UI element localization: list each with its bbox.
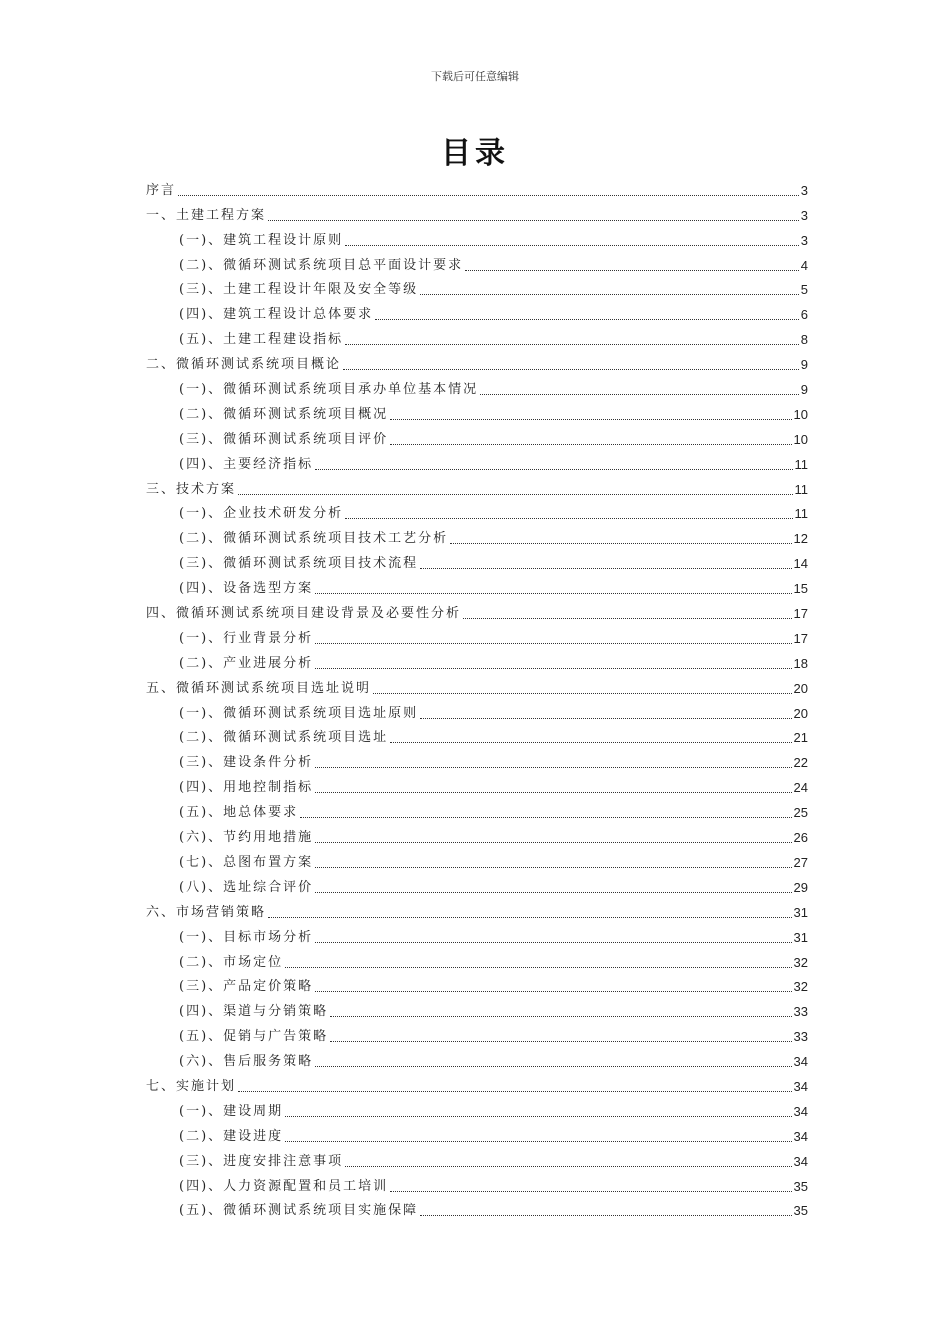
toc-entry-label: (四)、渠道与分销策略 [179,1004,329,1020]
toc-entry-page-number: 24 [793,780,808,796]
toc-entry[interactable] [146,896,808,921]
toc-entry-page-number: 3 [800,182,808,198]
toc-dot-leader [390,444,791,445]
toc-entry-label: (七)、总图布置方案 [179,854,314,870]
toc-entry-page-number: 34 [793,1103,808,1119]
toc-entry-page-number: 32 [793,954,808,970]
toc-dot-leader [463,618,792,619]
toc-entry-page-number: 20 [793,680,808,696]
toc-entry[interactable] [146,373,808,398]
toc-dot-leader [390,419,791,420]
toc-dot-leader [238,1091,792,1092]
toc-dot-leader [315,767,791,768]
toc-dot-leader [390,1191,791,1192]
toc-entry[interactable] [146,274,808,299]
toc-entry-label: (四)、设备选型方案 [179,581,314,597]
toc-entry-page-number: 34 [793,1054,808,1070]
toc-entry-page-number: 22 [793,755,808,771]
toc-entry-page-number: 27 [793,854,808,870]
toc-entry-page-number: 9 [800,357,808,373]
toc-dot-leader [373,693,792,694]
toc-entry-page-number: 26 [793,830,808,846]
toc-entry-label: (二)、微循环测试系统项目选址 [179,730,389,746]
toc-entry-label: (三)、微循环测试系统项目技术流程 [179,556,419,572]
toc-entry-page-number: 33 [793,1004,808,1020]
toc-entry-page-number: 35 [793,1178,808,1194]
toc-entry-page-number: 31 [793,904,808,920]
toc-entry[interactable] [146,722,808,747]
toc-dot-leader [420,718,791,719]
toc-entry-page-number: 20 [793,705,808,721]
toc-dot-leader [345,344,799,345]
toc-entry[interactable] [146,1195,808,1220]
toc-entry-page-number: 33 [793,1029,808,1045]
toc-entry-label: (三)、进度安排注意事项 [179,1153,344,1169]
toc-entry-label: (四)、人力资源配置和员工培训 [179,1178,389,1194]
toc-dot-leader [315,643,791,644]
toc-entry-label: (三)、微循环测试系统项目评价 [179,431,389,447]
toc-entry-page-number: 8 [800,332,808,348]
toc-entry-page-number: 34 [793,1128,808,1144]
toc-entry-page-number: 4 [800,257,808,273]
toc-entry-label: (二)、市场定位 [179,954,284,970]
toc-entry-label: (六)、节约用地措施 [179,830,314,846]
toc-entry-page-number: 3 [800,232,808,248]
toc-dot-leader [345,1166,791,1167]
toc-entry-page-number: 25 [793,805,808,821]
toc-entry-page-number: 11 [794,506,808,522]
toc-entry[interactable] [146,921,808,946]
toc-entry-label: (二)、微循环测试系统项目总平面设计要求 [179,257,464,273]
toc-entry[interactable] [146,1120,808,1145]
toc-entry-label: (一)、微循环测试系统项目承办单位基本情况 [179,382,479,398]
toc-entry-page-number: 14 [793,556,808,572]
toc-entry[interactable] [146,298,808,323]
toc-entry[interactable] [146,821,808,846]
toc-entry-page-number: 35 [793,1203,808,1219]
toc-entry[interactable] [146,423,808,448]
toc-entry[interactable] [146,572,808,597]
toc-entry-label: (五)、促销与广告策略 [179,1029,329,1045]
toc-entry-page-number: 10 [793,406,808,422]
toc-entry-label: (八)、选址综合评价 [179,879,314,895]
toc-entry[interactable] [146,323,808,348]
toc-dot-leader [390,742,791,743]
toc-entry-page-number: 17 [793,606,808,622]
toc-entry[interactable] [146,846,808,871]
toc-entry-label: (一)、目标市场分析 [179,929,314,945]
toc-entry-label: 二、微循环测试系统项目概论 [146,357,342,373]
toc-entry-label: (五)、地总体要求 [179,805,299,821]
header-note: 下载后可任意编辑 [431,70,519,83]
toc-entry-label: 三、技术方案 [146,481,237,497]
toc-dot-leader [315,892,791,893]
toc-dot-leader [330,1041,791,1042]
toc-entry-label: (五)、土建工程建设指标 [179,332,344,348]
toc-entry-label: (一)、微循环测试系统项目选址原则 [179,705,419,721]
toc-dot-leader [315,792,791,793]
toc-dot-leader [268,917,792,918]
toc-entry-label: 五、微循环测试系统项目选址说明 [146,680,372,696]
toc-entry[interactable] [146,1070,808,1095]
toc-dot-leader [420,568,791,569]
toc-entry-label: (六)、售后服务策略 [179,1054,314,1070]
toc-dot-leader [345,245,799,246]
toc-dot-leader [375,319,799,320]
toc-entry-label: (二)、产业进展分析 [179,655,314,671]
toc-entry[interactable] [146,746,808,771]
toc-entry-label: 一、土建工程方案 [146,207,267,223]
toc-entry-page-number: 18 [793,655,808,671]
toc-dot-leader [420,1215,791,1216]
toc-entry-page-number: 34 [793,1078,808,1094]
toc-entry-page-number: 3 [800,207,808,223]
toc-entry-page-number: 31 [793,929,808,945]
toc-entry[interactable] [146,1095,808,1120]
toc-entry-page-number: 32 [793,979,808,995]
toc-entry-page-number: 6 [800,307,808,323]
toc-dot-leader [343,369,799,370]
toc-entry[interactable] [146,522,808,547]
toc-entry[interactable] [146,597,808,622]
table-of-contents [146,174,808,1219]
toc-entry-label: 六、市场营销策略 [146,904,267,920]
toc-entry-page-number: 21 [793,730,808,746]
toc-dot-leader [285,1116,791,1117]
toc-entry-label: 七、实施计划 [146,1078,237,1094]
toc-entry-page-number: 9 [800,382,808,398]
toc-dot-leader [315,991,791,992]
toc-entry[interactable] [146,871,808,896]
toc-entry-label: (一)、企业技术研发分析 [179,506,344,522]
toc-entry-page-number: 15 [793,581,808,597]
toc-entry[interactable] [146,1045,808,1070]
toc-dot-leader [315,593,791,594]
toc-dot-leader [450,543,791,544]
toc-entry[interactable] [146,1170,808,1195]
toc-entry-label: (三)、产品定价策略 [179,979,314,995]
toc-dot-leader [315,469,792,470]
toc-entry[interactable] [146,771,808,796]
toc-dot-leader [315,668,791,669]
toc-dot-leader [315,842,791,843]
toc-entry[interactable] [146,672,808,697]
toc-entry-page-number: 11 [794,481,808,497]
toc-entry[interactable] [146,796,808,821]
toc-entry-page-number: 12 [793,531,808,547]
toc-entry[interactable] [146,1145,808,1170]
toc-entry[interactable] [146,946,808,971]
toc-entry[interactable] [146,498,808,523]
toc-entry[interactable] [146,224,808,249]
toc-entry-label: (二)、建设进度 [179,1128,284,1144]
toc-dot-leader [420,294,799,295]
toc-entry[interactable] [146,647,808,672]
toc-entry-page-number: 10 [793,431,808,447]
toc-entry-label: (二)、微循环测试系统项目概况 [179,406,389,422]
toc-entry-label: (三)、土建工程设计年限及安全等级 [179,282,419,298]
toc-dot-leader [285,967,791,968]
toc-entry-page-number: 5 [800,282,808,298]
toc-dot-leader [480,394,799,395]
toc-entry[interactable] [146,995,808,1020]
toc-entry-label: 序言 [146,182,177,198]
toc-entry-label: (一)、建筑工程设计原则 [179,232,344,248]
toc-entry[interactable] [146,448,808,473]
toc-entry-label: (三)、建设条件分析 [179,755,314,771]
toc-entry[interactable] [146,473,808,498]
toc-entry[interactable] [146,348,808,373]
toc-entry-label: (二)、微循环测试系统项目技术工艺分析 [179,531,449,547]
toc-entry[interactable] [146,249,808,274]
toc-entry-label: 四、微循环测试系统项目建设背景及必要性分析 [146,606,462,622]
toc-entry-label: (四)、用地控制指标 [179,780,314,796]
toc-entry-label: (五)、微循环测试系统项目实施保障 [179,1203,419,1219]
toc-dot-leader [315,942,791,943]
toc-dot-leader [465,270,799,271]
toc-entry-page-number: 11 [794,456,808,472]
toc-entry[interactable] [146,398,808,423]
toc-dot-leader [345,518,792,519]
toc-entry-page-number: 17 [793,630,808,646]
toc-entry-label: (一)、建设周期 [179,1103,284,1119]
toc-dot-leader [315,867,791,868]
toc-dot-leader [285,1141,791,1142]
toc-dot-leader [315,1066,791,1067]
toc-entry[interactable] [146,199,808,224]
toc-entry[interactable] [146,971,808,996]
toc-entry[interactable] [146,174,808,199]
page-title: 目录 [441,136,509,171]
toc-entry[interactable] [146,547,808,572]
toc-dot-leader [268,220,799,221]
toc-dot-leader [330,1016,791,1017]
toc-entry-label: (一)、行业背景分析 [179,630,314,646]
toc-entry-page-number: 34 [793,1153,808,1169]
toc-entry[interactable] [146,1020,808,1045]
toc-dot-leader [238,494,792,495]
toc-entry-page-number: 29 [793,879,808,895]
toc-entry-label: (四)、主要经济指标 [179,456,314,472]
toc-dot-leader [300,817,791,818]
toc-dot-leader [178,195,799,196]
toc-entry[interactable] [146,697,808,722]
toc-entry-label: (四)、建筑工程设计总体要求 [179,307,374,323]
toc-entry[interactable] [146,622,808,647]
